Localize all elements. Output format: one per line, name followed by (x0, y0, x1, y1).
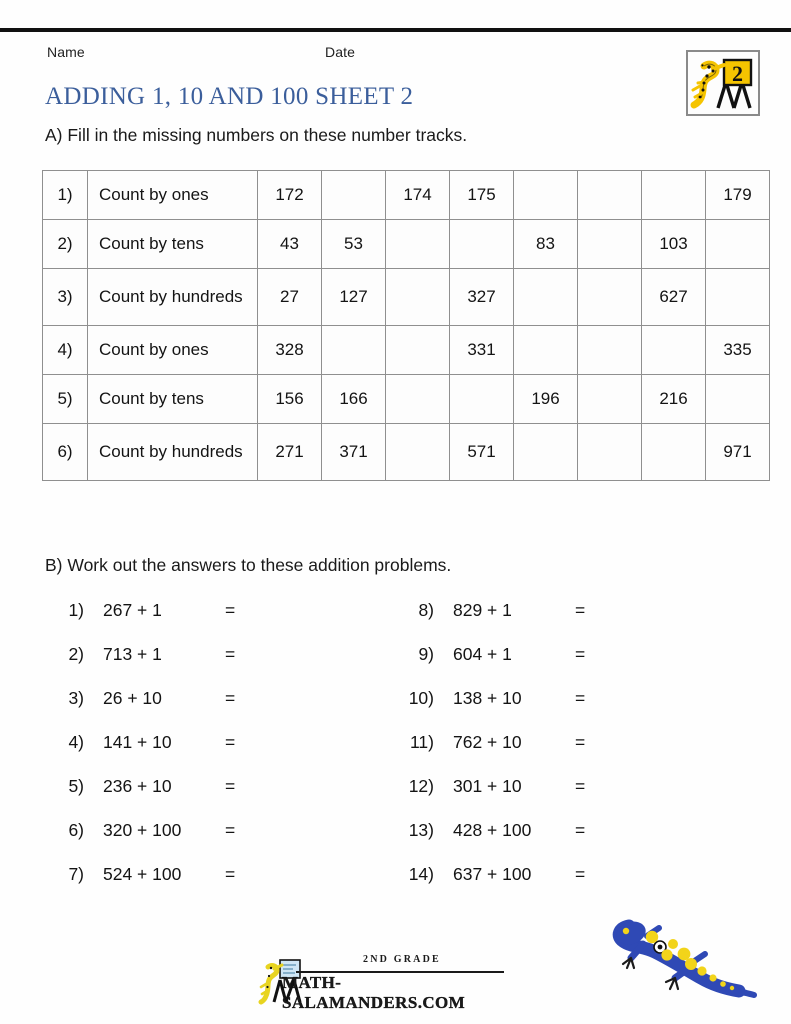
problem-expression: 236 + 10 (103, 776, 172, 796)
track-cell[interactable] (642, 424, 706, 481)
problem-expression: 26 + 10 (103, 688, 162, 708)
track-cell[interactable] (578, 375, 642, 424)
track-cell[interactable] (578, 220, 642, 269)
problem-index: 2) (68, 644, 84, 664)
track-cell[interactable] (642, 171, 706, 220)
track-cell[interactable] (514, 424, 578, 481)
track-cell[interactable]: 335 (706, 326, 770, 375)
track-cell[interactable]: 103 (642, 220, 706, 269)
problem-expression: 604 + 1 (453, 644, 512, 664)
problem-expression: 141 + 10 (103, 732, 172, 752)
problem-index: 4) (68, 732, 84, 752)
row-label: Count by ones (88, 326, 258, 375)
table-row (43, 171, 770, 220)
problem-index: 12) (408, 776, 434, 796)
track-cell[interactable] (386, 220, 450, 269)
problem-expression: 138 + 10 (453, 688, 522, 708)
equals-sign: = (575, 776, 586, 796)
top-border-rule (0, 28, 791, 32)
row-index: 3) (43, 269, 88, 326)
number-tracks-table (42, 170, 770, 481)
track-cell[interactable]: 172 (258, 171, 322, 220)
row-index: 2) (43, 220, 88, 269)
track-cell[interactable]: 174 (386, 171, 450, 220)
row-label: Count by hundreds (88, 269, 258, 326)
equals-sign: = (225, 864, 236, 884)
equals-sign: = (575, 644, 586, 664)
track-cell[interactable]: 627 (642, 269, 706, 326)
table-row (43, 375, 770, 424)
equals-sign: = (575, 732, 586, 752)
track-cell[interactable] (386, 424, 450, 481)
track-cell[interactable] (514, 171, 578, 220)
problem-index: 7) (68, 864, 84, 884)
track-cell[interactable]: 571 (450, 424, 514, 481)
equals-sign: = (575, 864, 586, 884)
problem-index: 10) (408, 688, 434, 708)
problem-index: 6) (68, 820, 84, 840)
problem-expression: 637 + 100 (453, 864, 532, 884)
row-index: 1) (43, 171, 88, 220)
track-cell[interactable] (578, 424, 642, 481)
blue-spotted-salamander-icon (607, 906, 757, 1001)
track-cell[interactable]: 179 (706, 171, 770, 220)
track-cell[interactable]: 971 (706, 424, 770, 481)
track-cell[interactable]: 175 (450, 171, 514, 220)
problem-index: 3) (68, 688, 84, 708)
table-row (43, 220, 770, 269)
logo-grade-number: 2 (732, 61, 743, 86)
equals-sign: = (225, 776, 236, 796)
equals-sign: = (225, 688, 236, 708)
track-cell[interactable]: 216 (642, 375, 706, 424)
track-cell[interactable] (514, 326, 578, 375)
track-cell[interactable]: 327 (450, 269, 514, 326)
salamander-decoration (607, 906, 757, 1006)
math-salamanders-grade-logo (686, 50, 760, 116)
equals-sign: = (225, 600, 236, 620)
track-cell[interactable] (322, 171, 386, 220)
problem-expression: 301 + 10 (453, 776, 522, 796)
track-cell[interactable] (578, 269, 642, 326)
footer-grade-label: 2ND GRADE (363, 954, 441, 965)
track-cell[interactable] (450, 220, 514, 269)
track-cell[interactable]: 156 (258, 375, 322, 424)
track-cell[interactable] (514, 269, 578, 326)
track-cell[interactable]: 83 (514, 220, 578, 269)
page-title: ADDING 1, 10 AND 100 SHEET 2 (45, 83, 414, 110)
track-cell[interactable] (578, 326, 642, 375)
table-row (43, 269, 770, 326)
date-field-label: Date (325, 44, 355, 60)
track-cell[interactable] (706, 269, 770, 326)
track-cell[interactable] (386, 269, 450, 326)
footer-site-url: MATH-SALAMANDERS.COM (282, 973, 466, 1012)
track-cell[interactable]: 371 (322, 424, 386, 481)
track-cell[interactable] (706, 375, 770, 424)
section-b-instruction: B) Work out the answers to these addition problems. (45, 555, 452, 575)
row-index: 5) (43, 375, 88, 424)
track-cell[interactable]: 166 (322, 375, 386, 424)
table-row (43, 424, 770, 481)
equals-sign: = (225, 820, 236, 840)
problem-index: 8) (418, 600, 434, 620)
track-cell[interactable]: 127 (322, 269, 386, 326)
track-cell[interactable] (578, 171, 642, 220)
equals-sign: = (575, 600, 586, 620)
problem-index: 9) (418, 644, 434, 664)
equals-sign: = (225, 644, 236, 664)
track-cell[interactable] (322, 326, 386, 375)
row-label: Count by hundreds (88, 424, 258, 481)
track-cell[interactable] (386, 326, 450, 375)
row-index: 6) (43, 424, 88, 481)
problem-expression: 267 + 1 (103, 600, 162, 620)
problem-index: 5) (68, 776, 84, 796)
problem-index: 13) (408, 820, 434, 840)
problem-expression: 428 + 100 (453, 820, 532, 840)
track-cell[interactable] (386, 375, 450, 424)
track-cell[interactable]: 196 (514, 375, 578, 424)
footer-branding (258, 952, 508, 1012)
track-cell[interactable]: 43 (258, 220, 322, 269)
track-cell[interactable] (642, 326, 706, 375)
row-label: Count by tens (88, 220, 258, 269)
track-cell[interactable]: 271 (258, 424, 322, 481)
problem-expression: 713 + 1 (103, 644, 162, 664)
section-a-instruction: A) Fill in the missing numbers on these number tracks. (45, 125, 468, 145)
row-index: 4) (43, 326, 88, 375)
problem-index: 11) (410, 732, 434, 752)
problem-expression: 320 + 100 (103, 820, 182, 840)
name-field-label: Name (47, 44, 85, 60)
row-label: Count by ones (88, 171, 258, 220)
equals-sign: = (575, 688, 586, 708)
track-cell[interactable] (706, 220, 770, 269)
track-cell[interactable]: 331 (450, 326, 514, 375)
problem-expression: 524 + 100 (103, 864, 182, 884)
problem-expression: 829 + 1 (453, 600, 512, 620)
table-row (43, 326, 770, 375)
problem-index: 1) (68, 600, 84, 620)
equals-sign: = (575, 820, 586, 840)
track-cell[interactable]: 328 (258, 326, 322, 375)
track-cell[interactable]: 53 (322, 220, 386, 269)
problem-expression: 762 + 10 (453, 732, 522, 752)
track-cell[interactable] (450, 375, 514, 424)
row-label: Count by tens (88, 375, 258, 424)
equals-sign: = (225, 732, 236, 752)
track-cell[interactable]: 27 (258, 269, 322, 326)
problem-index: 14) (408, 864, 434, 884)
salamander-easel-logo-icon (688, 52, 758, 114)
